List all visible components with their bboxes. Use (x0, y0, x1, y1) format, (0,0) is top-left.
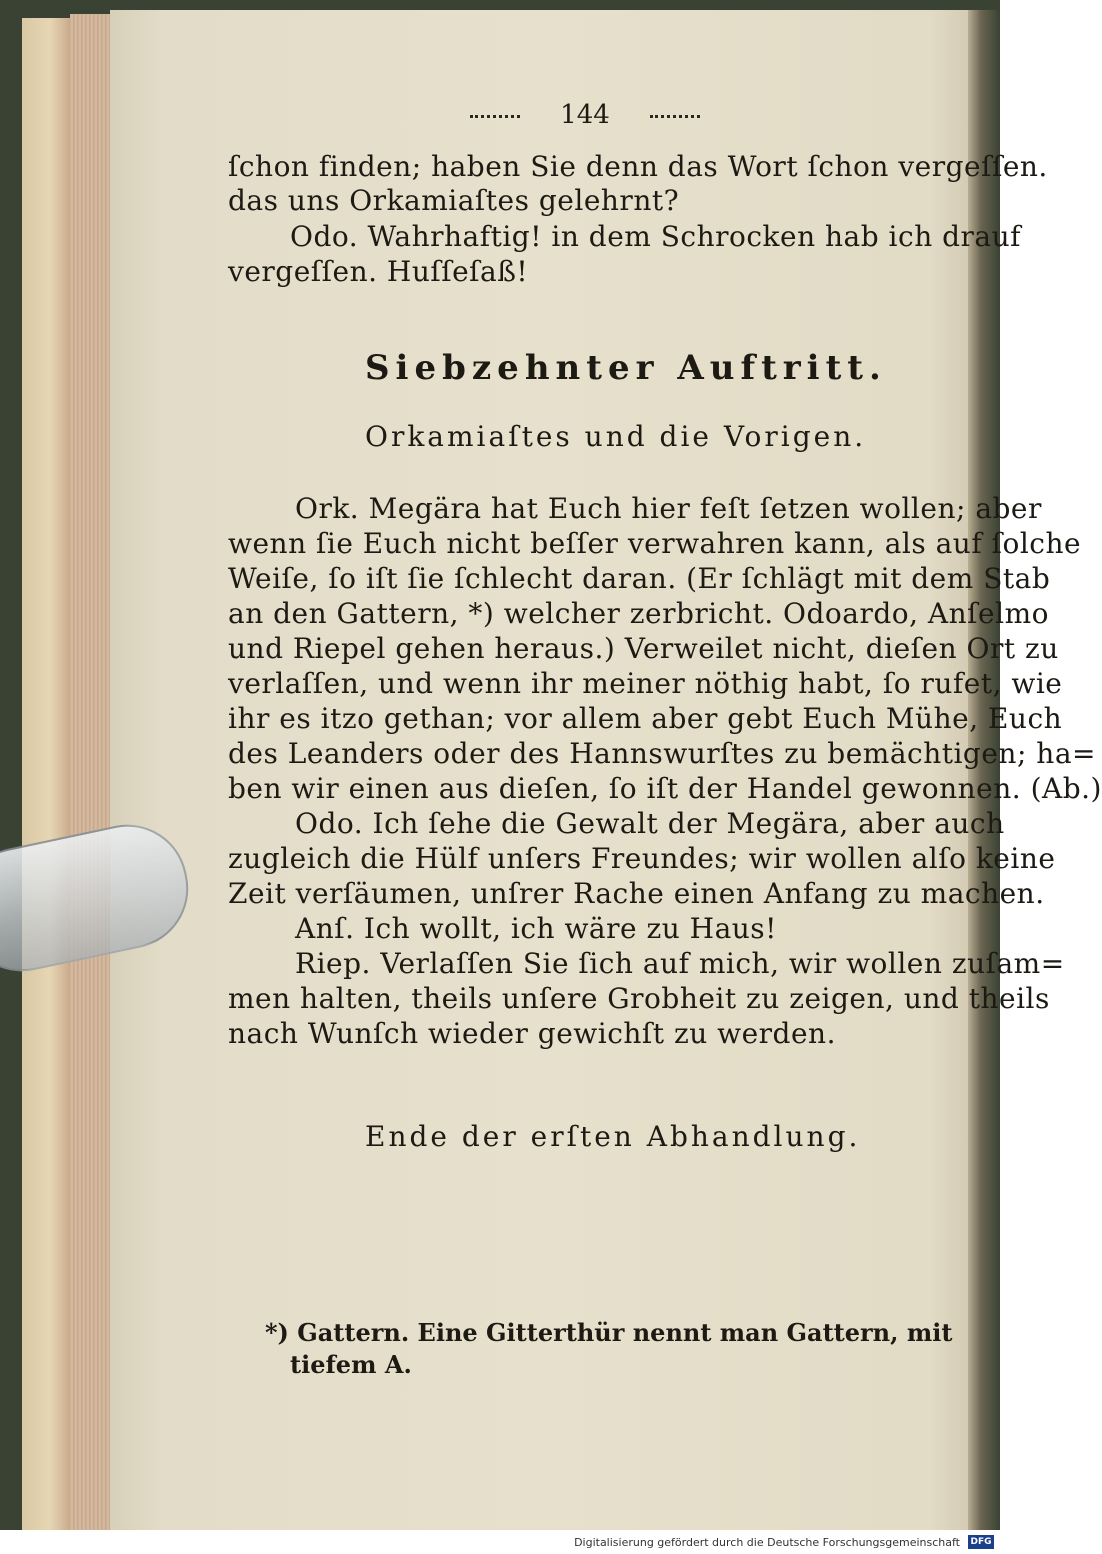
text-line: Zeit verſäumen, unſrer Rache einen Anfang zu machen. (228, 877, 1045, 910)
scene-title: Siebzehnter Auftritt. (365, 348, 887, 388)
text-line: men halten, theils unſere Grobheit zu zeigen, und theils (228, 982, 1050, 1015)
scene-subtitle: Orkamiaſtes und die Vorigen. (365, 420, 867, 453)
text-line: Odo. Ich ſehe die Gewalt der Megära, aber auch (295, 807, 1005, 840)
text-line: Anſ. Ich wollt, ich wäre zu Haus! (295, 912, 777, 945)
text-line: an den Gattern, *) welcher zerbricht. Odoardo, Anſelmo (228, 597, 1049, 630)
text-line: des Leanders oder des Hannswurſtes zu bemächtigen; ha= (228, 737, 1096, 770)
text-line: ihr es itzo gethan; vor allem aber gebt Euch Mühe, Euch (228, 702, 1063, 735)
header-ornament-left (470, 115, 520, 118)
text-line: das uns Orkamiaſtes gelehrnt? (228, 184, 680, 217)
credit-text: Digitalisierung gefördert durch die Deutsche Forschungsgemeinschaft (574, 1536, 960, 1549)
header-ornament-right (650, 115, 700, 118)
text-line: ſchon finden; haben Sie denn das Wort ſchon vergeſſen. (228, 150, 1048, 183)
footnote-line: tiefem A. (290, 1350, 412, 1379)
footnote-line: *) Gattern. Eine Gitterthür nennt man Gattern, mit (265, 1318, 953, 1347)
page-header (420, 100, 750, 130)
text-line: zugleich die Hülf unſers Freundes; wir wollen alſo keine (228, 842, 1056, 875)
text-line: und Riepel gehen heraus.) Verweilet nicht, dieſen Ort zu (228, 632, 1059, 665)
text-line: Weiſe, ſo iſt ſie ſchlecht daran. (Er ſchlägt mit dem Stab (228, 562, 1051, 595)
text-line: verlaſſen, und wenn ihr meiner nöthig habt, ſo rufet, wie (228, 667, 1063, 700)
text-line: Odo. Wahrhaftig! in dem Schrocken hab ich drauf (290, 220, 1022, 253)
page-number: 144 (560, 100, 610, 130)
text-line: wenn ſie Euch nicht beſſer verwahren kann, als auf ſolche (228, 527, 1082, 560)
text-line: nach Wunſch wieder gewichſt zu werden. (228, 1017, 836, 1050)
text-line: Ork. Megära hat Euch hier feſt ſetzen wollen; aber (295, 492, 1042, 525)
text-line: vergeſſen. Huſſeſaß! (228, 255, 529, 288)
text-line: Riep. Verlaſſen Sie ſich auf mich, wir wollen zuſam= (295, 947, 1065, 980)
dfg-logo: DFG (968, 1535, 994, 1549)
text-line: ben wir einen aus dieſen, ſo iſt der Handel gewonnen. (Ab.) (228, 772, 1102, 805)
end-of-act: Ende der erſten Abhandlung. (365, 1120, 861, 1153)
